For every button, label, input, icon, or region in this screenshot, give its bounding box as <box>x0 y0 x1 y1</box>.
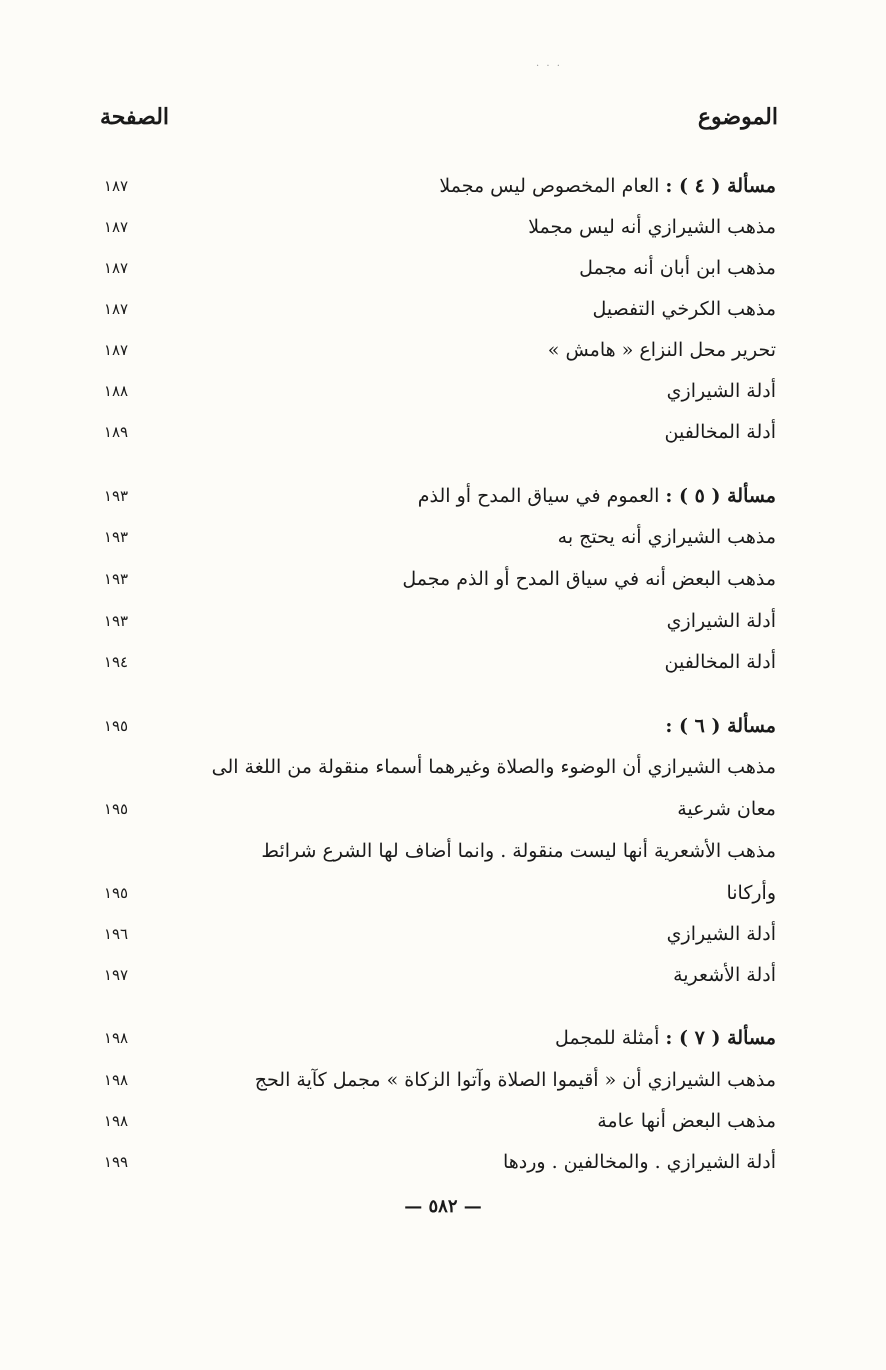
page-ref: ١٩٨ <box>103 1112 129 1130</box>
toc-row <box>96 289 776 329</box>
toc-row <box>96 1018 776 1058</box>
toc-row <box>96 789 776 829</box>
toc-row <box>96 1142 776 1182</box>
entry-text: مذهب البعض أنها عامة <box>597 1110 776 1132</box>
toc-row <box>96 601 776 641</box>
entry-text: أدلة المخالفين <box>664 651 776 673</box>
toc-entry <box>439 166 776 206</box>
toc-entry <box>418 476 776 516</box>
entry-text: أمثلة للمجمل <box>554 1027 666 1049</box>
toc-row <box>96 706 776 746</box>
toc-row <box>96 371 776 411</box>
entry-text: مذهب الأشعرية أنها ليست منقولة . وانما أضاف لها الشرع شرائط <box>261 840 776 862</box>
toc-row <box>96 166 776 206</box>
entry-text: أدلة المخالفين <box>664 421 776 443</box>
entry-text: العام المخصوص ليس مجملا <box>439 175 666 197</box>
toc-row <box>96 831 776 871</box>
entry-text: أدلة الشيرازي <box>666 610 776 632</box>
page-ref: ١٨٩ <box>103 423 129 441</box>
entry-text: مذهب الشيرازي أنه يحتج به <box>557 526 776 548</box>
page-number: — ٥٨٢ — <box>404 1196 482 1217</box>
page-ref: ١٨٨ <box>103 382 129 400</box>
page-ref: ١٩٥ <box>103 800 129 818</box>
toc-row <box>96 476 776 516</box>
entry-text: مذهب البعض أنه في سياق المدح أو الذم مجمل <box>402 568 776 590</box>
page-ref: ١٨٧ <box>103 259 129 277</box>
entry-text: مذهب ابن أبان أنه مجمل <box>579 257 776 279</box>
page-ref: ١٩٩ <box>103 1153 129 1171</box>
entry-text: أدلة الشيرازي <box>666 380 776 402</box>
toc-row <box>96 207 776 247</box>
page-ref: ١٩٣ <box>103 570 129 588</box>
page-ref: ١٨٧ <box>103 218 129 236</box>
toc-row <box>96 914 776 954</box>
entry-text: أدلة الشيرازي . والمخالفين . وردها <box>502 1151 776 1173</box>
page-ref: ١٩٨ <box>103 1071 129 1089</box>
page-ref: ١٩٣ <box>103 612 129 630</box>
toc-row <box>96 559 776 599</box>
entry-text: وأركانا <box>726 882 776 904</box>
page-ref: ١٩٧ <box>103 966 129 984</box>
toc-row <box>96 248 776 288</box>
toc-row <box>96 412 776 452</box>
topic-column-header: الموضوع <box>697 104 778 130</box>
toc-row <box>96 873 776 913</box>
page-ref: ١٨٧ <box>103 300 129 318</box>
entry-text: معان شرعية <box>677 798 776 820</box>
page-ref: ١٩٣ <box>103 528 129 546</box>
entry-text: مذهب الشيرازي أن « أقيموا الصلاة وآتوا الزكاة » مجمل كآية الحج <box>254 1069 776 1091</box>
page-column-header: الصفحة <box>100 104 170 130</box>
question-label: مسألة ( ٥ ) : <box>665 485 776 507</box>
entry-text: مذهب الشيرازي أنه ليس مجملا <box>528 216 776 238</box>
page-ref: ١٩٥ <box>103 884 129 902</box>
toc-row <box>96 955 776 995</box>
page-ref: ١٨٧ <box>103 341 129 359</box>
toc-row <box>96 1060 776 1100</box>
question-label: مسألة ( ٦ ) : <box>665 715 776 737</box>
toc-entry <box>665 706 776 746</box>
page-ref: ١٩٥ <box>103 717 129 735</box>
entry-text: أدلة الأشعرية <box>673 964 776 986</box>
page-ref: ١٩٣ <box>103 487 129 505</box>
entry-text: مذهب الشيرازي أن الوضوء والصلاة وغيرهما أسماء منقولة من اللغة الى <box>211 756 776 778</box>
toc-row <box>96 517 776 557</box>
entry-text: أدلة الشيرازي <box>666 923 776 945</box>
toc-row <box>96 642 776 682</box>
toc-entry <box>555 1018 776 1058</box>
toc-row <box>96 330 776 370</box>
entry-text: مذهب الكرخي التفصيل <box>592 298 776 320</box>
page-ref: ١٩٤ <box>103 653 129 671</box>
scan-speck: . . . <box>536 58 562 69</box>
entry-text: تحرير محل النزاع « هامش » <box>547 339 776 361</box>
page-ref: ١٩٨ <box>103 1029 129 1047</box>
toc-row <box>96 747 776 787</box>
question-label: مسألة ( ٧ ) : <box>665 1027 776 1049</box>
page-ref: ١٨٧ <box>103 177 129 195</box>
toc-row <box>96 1101 776 1141</box>
entry-text: العموم في سياق المدح أو الذم <box>417 485 666 507</box>
question-label: مسألة ( ٤ ) : <box>665 175 776 197</box>
page-ref: ١٩٦ <box>103 925 129 943</box>
